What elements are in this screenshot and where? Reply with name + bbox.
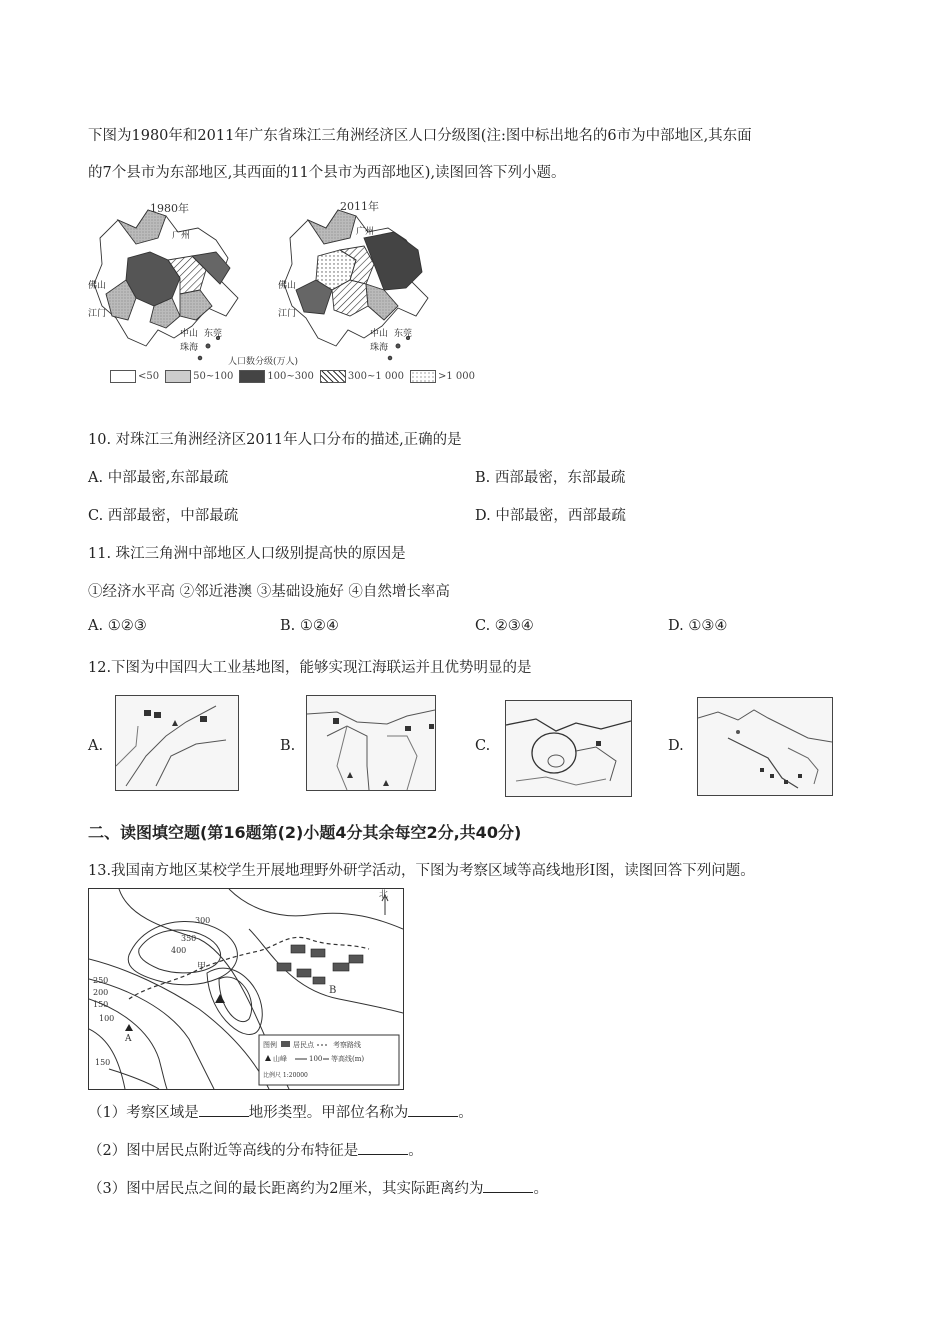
q11-factors: ①经济水平高 ②邻近港澳 ③基础设施好 ④自然增长率高: [88, 584, 450, 600]
q10-option-b: B. 西部最密，东部最疏: [475, 470, 626, 486]
legend-residential: 居民点: [293, 1041, 314, 1049]
intro-line-1: 下图为1980年和2011年广东省珠江三角洲经济区人口分级图(注:图中标出地名的6市为中部地区,其东面: [88, 128, 752, 144]
intro-line-2: 的7个县市为东部地区,其西面的11个县市为西部地区),读图回答下列小题。: [88, 165, 566, 181]
q13-sub-2-period: 。: [408, 1143, 423, 1159]
q12-map-b: [306, 695, 436, 791]
q13-sub-1: [88, 1101, 473, 1122]
q13-blank-1[interactable]: [199, 1104, 249, 1117]
label-jiangmen-1: 江门: [88, 309, 107, 319]
q10-option-a: A. 中部最密,东部最疏: [88, 470, 229, 486]
map2-year: 2011年: [340, 200, 379, 213]
north-label: 北: [379, 890, 389, 900]
q13-stem: 13.我国南方地区某校学生开展地理野外研学活动，下图为考察区域等高线地形Ⅰ图，读图回答下列问题。: [88, 863, 755, 879]
label-guangzhou-2: 广州: [356, 227, 375, 237]
q13-sub-1-text: （1）考察区域是: [88, 1105, 199, 1121]
q13-sub-1-period: 。: [458, 1105, 473, 1121]
legend-contour: 等高线(m): [331, 1055, 365, 1063]
label-foshan-2: 佛山: [278, 281, 297, 291]
contour-200: 200: [93, 988, 109, 997]
q13-blank-4[interactable]: [483, 1180, 533, 1193]
point-a-label: A: [125, 1034, 132, 1044]
q13-sub-1-mid: 地形类型。甲部位名称为: [248, 1105, 409, 1121]
label-zhongshan-1: 中山: [180, 329, 199, 339]
legend-route: 考察路线: [333, 1041, 361, 1049]
q10-option-c: C. 西部最密，中部最疏: [88, 508, 239, 524]
contour-400: 400: [171, 946, 187, 955]
label-dongguan-2: 东莞: [394, 329, 413, 339]
q12-option-b: B.: [280, 738, 296, 754]
q13-sub-3-text: （3）图中居民点之间的最长距离约为2厘米，其实际距离约为: [88, 1181, 484, 1197]
legend-contour-sample: 100: [309, 1055, 323, 1063]
q13-contour-map: [88, 888, 404, 1090]
legend-label: 图例: [263, 1041, 277, 1049]
q12-map-c: [505, 700, 632, 797]
label-zhuhai-2: 珠海: [370, 343, 389, 353]
q11-option-b: B. ①②④: [280, 618, 339, 634]
legend-swatch-1: [110, 370, 136, 383]
q12-map-a: [115, 695, 239, 791]
legend-item-3: 100~300: [267, 371, 314, 382]
q10-option-d: D. 中部最密，西部最疏: [475, 508, 626, 524]
map-legend: [259, 1035, 399, 1085]
q13-sub-2-text: （2）图中居民点附近等高线的分布特征是: [88, 1143, 359, 1159]
section-2-title: 二、读图填空题(第16题第(2)小题4分其余每空2分,共40分): [88, 823, 522, 842]
contour-150: 150: [93, 1000, 109, 1009]
point-b-label: B: [329, 985, 337, 996]
legend-item-1: <50: [138, 371, 160, 382]
contour-150b: 150: [95, 1058, 111, 1067]
q10-stem: 10. 对珠江三角洲经济区2011年人口分布的描述,正确的是: [88, 432, 462, 448]
population-legend: [110, 370, 475, 383]
q11-stem: 11. 珠江三角洲中部地区人口级别提高快的原因是: [88, 546, 406, 562]
q12-map-d: [697, 697, 833, 796]
q13-sub-2: [88, 1139, 423, 1160]
legend-item-4: 300~1 000: [347, 371, 404, 382]
legend-swatch-4: [320, 370, 346, 383]
legend-peak: 山峰: [273, 1055, 287, 1063]
q11-option-a: A. ①②③: [88, 618, 147, 634]
legend-swatch-3: [239, 370, 265, 383]
label-dongguan-1: 东莞: [204, 329, 223, 339]
q11-option-d: D. ①③④: [668, 618, 728, 634]
legend-item-5: >1 000: [437, 371, 475, 382]
legend-title: 人口数分级(万人): [228, 357, 299, 367]
q12-option-a: A.: [88, 738, 104, 754]
q13-sub-3: [88, 1177, 548, 1198]
contour-250: 250: [93, 976, 109, 985]
label-jiangmen-2: 江门: [278, 309, 297, 319]
label-zhongshan-2: 中山: [370, 329, 389, 339]
q11-option-c: C. ②③④: [475, 618, 534, 634]
legend-swatch-2: [165, 370, 191, 383]
legend-swatch-5: [410, 370, 436, 383]
q12-option-d: D.: [668, 738, 684, 754]
map1-year: 1980年: [150, 202, 189, 215]
contour-100: 100: [99, 1014, 115, 1023]
contour-350: 350: [181, 934, 197, 943]
map-scale: 比例尺 1:20000: [263, 1072, 308, 1079]
q13-sub-3-period: 。: [533, 1181, 548, 1197]
label-foshan-1: 佛山: [88, 281, 107, 291]
point-jia-label: 甲: [197, 962, 207, 972]
q13-blank-3[interactable]: [358, 1142, 408, 1155]
label-zhuhai-1: 珠海: [180, 343, 199, 353]
label-guangzhou-1: 广州: [172, 231, 191, 241]
q12-stem: 12.下图为中国四大工业基地图，能够实现江海联运并且优势明显的是: [88, 660, 532, 676]
population-maps-figure: [88, 198, 460, 394]
q13-blank-2[interactable]: [408, 1104, 458, 1117]
q12-option-c: C.: [475, 738, 491, 754]
contour-300: 300: [195, 916, 211, 925]
legend-item-2: 50~100: [193, 371, 234, 382]
